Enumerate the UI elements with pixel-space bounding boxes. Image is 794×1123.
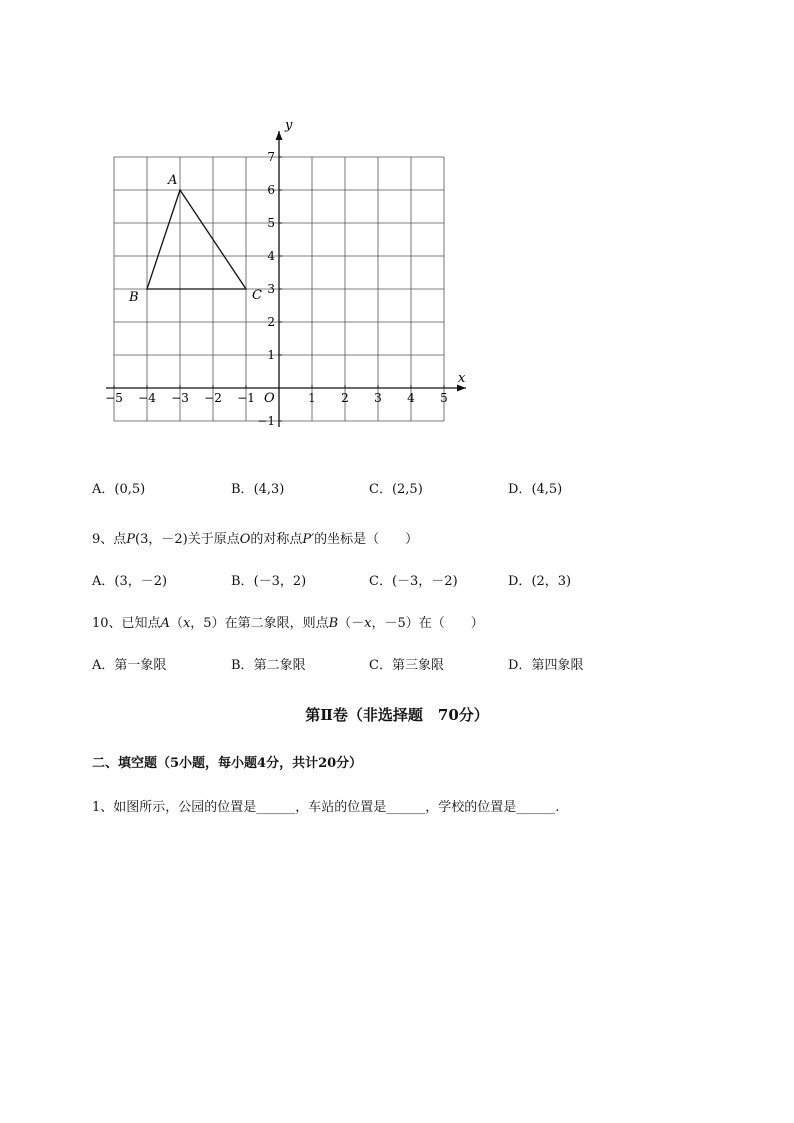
vertex-label-b: B bbox=[129, 290, 139, 305]
origin-label: O bbox=[264, 391, 275, 406]
q10-variable-x: x bbox=[182, 616, 191, 631]
q9-option-a[interactable] bbox=[92, 570, 167, 589]
q9-options-row bbox=[92, 570, 712, 590]
option-letter: D． bbox=[508, 574, 532, 589]
q9-point-o: O bbox=[239, 532, 251, 547]
q10-option-d[interactable] bbox=[508, 654, 583, 673]
part-two-heading: 二、填空题（5小题，每小题4分，共计20分） bbox=[92, 756, 363, 771]
x-tick-label: −4 bbox=[138, 391, 156, 405]
option-value: (－3，－2) bbox=[391, 574, 458, 589]
x-tick-label: 5 bbox=[440, 391, 448, 405]
option-value: (－3，2) bbox=[253, 574, 307, 589]
q10-text: ，5）在第二象限，则点 bbox=[190, 616, 329, 631]
q9-text: 的对称点 bbox=[250, 532, 303, 547]
option-value: (3，－2) bbox=[114, 574, 168, 589]
q10-point-b: B bbox=[328, 616, 339, 631]
option-letter: B． bbox=[231, 658, 254, 673]
q8-option-c[interactable] bbox=[369, 478, 423, 497]
coordinate-grid-figure bbox=[100, 112, 480, 442]
y-tick-label: 2 bbox=[267, 315, 275, 329]
q8-option-a[interactable] bbox=[92, 478, 145, 497]
option-value: 第一象限 bbox=[114, 658, 167, 673]
axes bbox=[106, 131, 466, 427]
q9-point-p-prime: P′ bbox=[302, 532, 315, 547]
y-tick-label: 1 bbox=[267, 348, 275, 362]
y-tick-label: 5 bbox=[267, 216, 275, 230]
q8-option-b[interactable] bbox=[231, 478, 284, 497]
option-letter: A． bbox=[92, 574, 115, 589]
q10-option-b[interactable] bbox=[231, 654, 306, 673]
x-axis-label: x bbox=[458, 371, 466, 386]
q10-text: （ bbox=[169, 616, 183, 631]
q9-option-d[interactable] bbox=[508, 570, 571, 589]
section-title: 第Ⅱ卷（非选择题 70分） bbox=[305, 706, 489, 724]
x-tick-label: 4 bbox=[407, 391, 415, 405]
q10-text: 10、已知点 bbox=[92, 616, 161, 631]
vertex-label-a: A bbox=[168, 173, 178, 188]
q9-text: 9、点 bbox=[92, 532, 127, 547]
option-letter: D． bbox=[508, 658, 532, 673]
y-axis-arrow bbox=[276, 131, 283, 140]
q8-option-d[interactable] bbox=[508, 478, 562, 497]
option-value: 第三象限 bbox=[391, 658, 444, 673]
question-9-stem bbox=[92, 528, 418, 547]
q9-point-p: P bbox=[126, 532, 136, 547]
option-letter: A． bbox=[92, 658, 115, 673]
triangle-outline bbox=[147, 190, 246, 289]
q10-options-row bbox=[92, 654, 712, 674]
x-tick-label: 3 bbox=[374, 391, 382, 405]
y-tick-label: 3 bbox=[267, 282, 275, 296]
option-letter: B． bbox=[231, 482, 254, 497]
x-tick-label: 1 bbox=[308, 391, 316, 405]
y-axis-label: y bbox=[285, 118, 293, 133]
option-letter: B． bbox=[231, 574, 254, 589]
q10-option-c[interactable] bbox=[369, 654, 444, 673]
x-tick-label: −3 bbox=[171, 391, 189, 405]
option-letter: C． bbox=[369, 482, 392, 497]
q10-text: ，－5）在（ ） bbox=[371, 616, 484, 631]
option-letter: C． bbox=[369, 658, 392, 673]
option-value: 第二象限 bbox=[253, 658, 306, 673]
x-tick-label: −1 bbox=[237, 391, 255, 405]
option-value: (2,5) bbox=[391, 482, 423, 497]
q10-variable-x: x bbox=[364, 616, 372, 631]
y-tick-label: 7 bbox=[267, 150, 275, 164]
option-value: (0,5) bbox=[114, 482, 146, 497]
q10-point-a: A bbox=[160, 616, 170, 631]
q9-text: (3，－2)关于原点 bbox=[135, 532, 240, 547]
q9-option-c[interactable] bbox=[369, 570, 458, 589]
x-tick-label: 2 bbox=[341, 391, 349, 405]
option-value: (2，3) bbox=[531, 574, 572, 589]
x-tick-label: −2 bbox=[204, 391, 222, 405]
y-tick-label: −1 bbox=[257, 414, 275, 428]
q9-text: 的坐标是（ ） bbox=[314, 532, 419, 547]
triangle-abc bbox=[128, 173, 262, 305]
fill-in-question-1: 1、如图所示，公园的位置是______，车站的位置是______，学校的位置是______. bbox=[92, 800, 560, 815]
option-letter: D． bbox=[508, 482, 532, 497]
q8-options-row bbox=[92, 478, 712, 498]
option-value: (4,3) bbox=[253, 482, 285, 497]
q10-option-a[interactable] bbox=[92, 654, 166, 673]
y-tick-label: 6 bbox=[267, 183, 275, 197]
option-value: (4,5) bbox=[531, 482, 563, 497]
option-value: 第四象限 bbox=[531, 658, 584, 673]
option-letter: A． bbox=[92, 482, 115, 497]
option-letter: C． bbox=[369, 574, 392, 589]
q10-text: （－ bbox=[338, 616, 365, 631]
vertex-label-c: C bbox=[252, 288, 262, 303]
y-tick-label: 4 bbox=[267, 249, 275, 263]
question-10-stem bbox=[92, 612, 484, 631]
x-tick-label: −5 bbox=[105, 391, 123, 405]
q9-option-b[interactable] bbox=[231, 570, 306, 589]
